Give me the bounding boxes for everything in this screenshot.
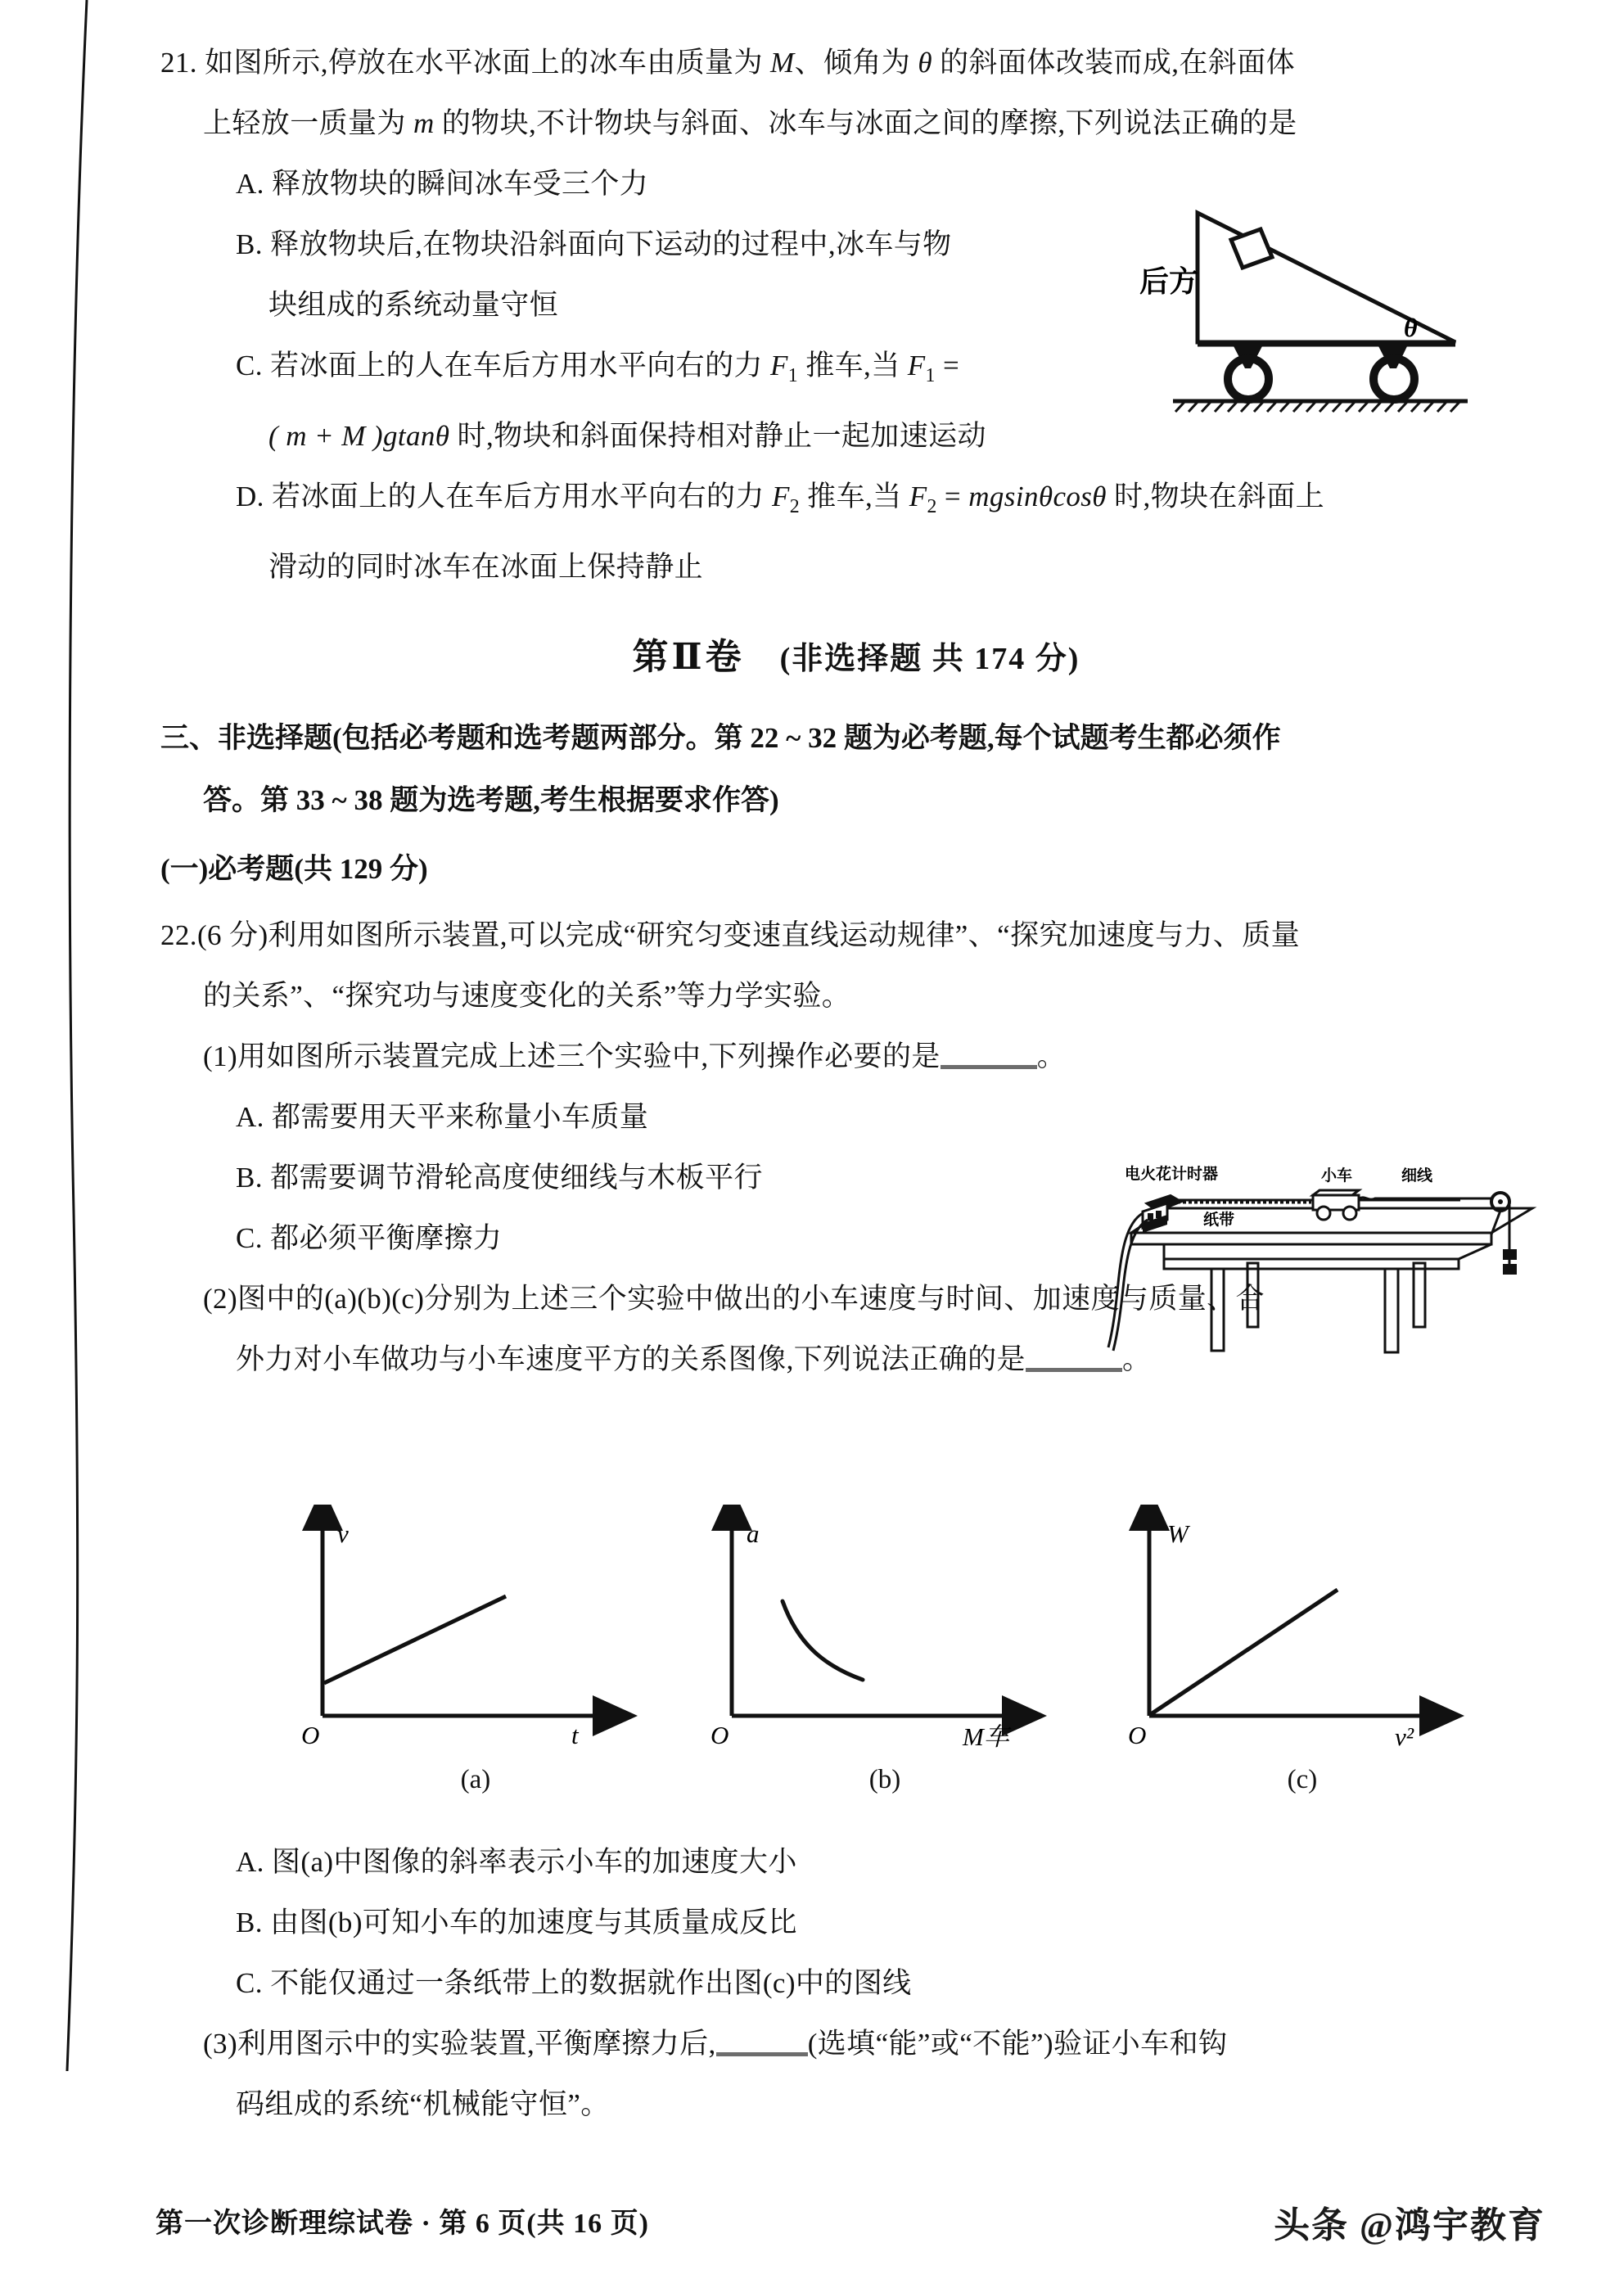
q21-number: 21. bbox=[160, 47, 197, 79]
q21-option-D-mid: 推车,当 bbox=[800, 481, 909, 512]
q22-p2-C-label: C. bbox=[236, 1967, 263, 1999]
q22-part2-answer-blank[interactable] bbox=[1026, 1368, 1122, 1372]
graph-c bbox=[1110, 1505, 1495, 1832]
q21-var-m: m bbox=[413, 107, 435, 139]
sled-figure-angle-label: θ bbox=[1404, 313, 1418, 342]
graph-c-origin: O bbox=[1128, 1721, 1147, 1749]
q21-var-F1: F bbox=[770, 350, 788, 381]
q22-stem-text-1: (6 分)利用如图所示装置,可以完成“研究匀变速直线运动规律”、“探究加速度与力、质量 bbox=[196, 919, 1301, 951]
q21-formula-C: ( m + M )gtanθ bbox=[268, 420, 450, 452]
q21-stem2-b: 的物块,不计物块与斜面、冰车与冰面之间的摩擦,下列说法正确的是 bbox=[434, 107, 1297, 139]
graph-b-caption: (b) bbox=[868, 1765, 901, 1794]
q22-part1-prompt bbox=[160, 1027, 1552, 1087]
q22-part2-line-1: (2)图中的(a)(b)(c)分别为上述三个实验中做出的小车速度与时间、加速度与质量、合 bbox=[203, 1283, 1265, 1315]
q22-part2-option-A bbox=[160, 1832, 1552, 1893]
ice-sled-incline-figure bbox=[1128, 178, 1537, 424]
q22-number: 22. bbox=[160, 919, 197, 951]
q21-var-F2b: F bbox=[909, 481, 927, 512]
q21-var-F2: F bbox=[771, 481, 790, 512]
q21-var-F1b-sub: 1 bbox=[925, 365, 936, 386]
q22-p2-B-label: B. bbox=[236, 1907, 263, 1938]
q21-var-F1b: F bbox=[907, 350, 926, 381]
graph-a-ylabel: v bbox=[337, 1519, 349, 1548]
q21-formula-D: mgsinθcosθ bbox=[968, 481, 1107, 512]
graph-b-xlabel: M车 bbox=[963, 1722, 1009, 1751]
q22-p2-C-text: 不能仅通过一条纸带上的数据就作出图(c)中的图线 bbox=[270, 1967, 912, 1999]
footer-page-info: 第一次诊断理综试卷 · 第 6 页(共 16 页) bbox=[156, 2209, 649, 2239]
q22-p2-B-text: 由图(b)可知小车的加速度与其质量成反比 bbox=[270, 1907, 797, 1938]
q21-option-B-label: B. bbox=[236, 228, 263, 260]
q22-part1-option-A bbox=[160, 1087, 1552, 1148]
graph-b-ylabel: a bbox=[747, 1519, 760, 1548]
apparatus-label-timer: 电火花计时器 bbox=[1125, 1166, 1219, 1183]
q22-p1-C-label: C. bbox=[236, 1222, 263, 1254]
q21-option-A-label: A. bbox=[236, 168, 264, 200]
q22-part3-rest: (选填“能”或“不能”)验证小车和钩 bbox=[807, 2028, 1228, 2060]
graph-a-xlabel: t bbox=[571, 1721, 579, 1749]
q22-part2-option-C bbox=[160, 1953, 1552, 2014]
q21-option-C-pre: 若冰面上的人在车后方用水平向右的力 bbox=[270, 350, 771, 381]
apparatus-label-tape: 纸带 bbox=[1203, 1212, 1235, 1229]
sled-figure-back-label: 后方 bbox=[1139, 265, 1199, 298]
apparatus-label-cart: 小车 bbox=[1321, 1167, 1353, 1185]
q21-stem-text-a: 如图所示,停放在水平冰面上的冰车由质量为 bbox=[205, 47, 771, 79]
q22-p2-A-label: A. bbox=[236, 1846, 264, 1878]
graph-b bbox=[692, 1505, 1077, 1832]
apparatus-label-string: 细线 bbox=[1401, 1167, 1433, 1185]
q22-part3-answer-blank[interactable] bbox=[716, 2052, 808, 2056]
q22-p1-B-label: B. bbox=[236, 1162, 263, 1194]
page-footer bbox=[0, 2200, 1624, 2258]
q21-var-theta: θ bbox=[918, 47, 932, 79]
graph-a-caption: (a) bbox=[460, 1765, 491, 1794]
q21-option-D-label: D. bbox=[236, 481, 264, 512]
q22-p2-A-text: 图(a)中图像的斜率表示小车的加速度大小 bbox=[271, 1846, 797, 1878]
q22-p1-A-label: A. bbox=[236, 1101, 264, 1133]
q21-var-F2b-sub: 2 bbox=[927, 496, 937, 517]
q22-stem-line-2: 的关系”、“探究功与速度变化的关系”等力学实验。 bbox=[203, 980, 851, 1012]
q21-stem-text-c: 的斜面体改装而成,在斜面体 bbox=[932, 47, 1296, 79]
graphs-row bbox=[160, 1505, 1552, 1832]
instructions-line-2: 答。第 33 ~ 38 题为选考题,考生根据要求作答) bbox=[203, 784, 779, 816]
q21-option-D-tail: 时,物块在斜面上 bbox=[1106, 481, 1325, 512]
q21-var-F1-sub: 1 bbox=[787, 365, 799, 386]
q22-p1-A-text: 都需要用天平来称量小车质量 bbox=[271, 1101, 649, 1133]
q21-stem-line-2 bbox=[160, 93, 1552, 154]
graph-b-origin: O bbox=[710, 1721, 729, 1749]
graph-c-xlabel: v² bbox=[1395, 1722, 1414, 1751]
q21-option-C-mid: 推车,当 bbox=[798, 350, 908, 381]
q21-option-B-text: 释放物块后,在物块沿斜面向下运动的过程中,冰车与物 bbox=[270, 228, 952, 260]
q22-part3-line-1 bbox=[160, 2014, 1552, 2074]
q22-part1-prompt-text: (1)用如图所示装置完成上述三个实验中,下列操作必要的是 bbox=[203, 1040, 941, 1072]
footer-watermark: 头条 @鸿宇教育 bbox=[1274, 2205, 1545, 2245]
q21-option-C-rest: 时,物块和斜面保持相对静止一起加速运动 bbox=[449, 420, 986, 452]
q21-option-D-eq: = bbox=[936, 481, 969, 512]
q21-option-A-text: 释放物块的瞬间冰车受三个力 bbox=[271, 168, 649, 200]
q22-part2-option-B bbox=[160, 1893, 1552, 1953]
q22-part1-period: 。 bbox=[1036, 1040, 1067, 1072]
page-spine-line bbox=[62, 0, 95, 2279]
q22-part3-line-2: 码组成的系统“机械能守恒”。 bbox=[236, 2088, 610, 2120]
volume-2-title: 第Ⅱ卷 bbox=[632, 637, 745, 677]
volume-2-subtitle: (非选择题 共 174 分) bbox=[779, 642, 1080, 676]
q22-part2-period: 。 bbox=[1121, 1343, 1152, 1375]
q21-option-B-text2: 块组成的系统动量守恒 bbox=[268, 289, 559, 321]
q21-option-D-pre: 若冰面上的人在车后方用水平向右的力 bbox=[271, 481, 772, 512]
q21-stem-line-1 bbox=[160, 33, 1552, 93]
q22-part2-prompt-text: 外力对小车做功与小车速度平方的关系图像,下列说法正确的是 bbox=[236, 1343, 1026, 1375]
q22-p1-C-text: 都必须平衡摩擦力 bbox=[270, 1222, 503, 1254]
q21-stem-text-b: 、倾角为 bbox=[794, 47, 918, 79]
q21-option-D-text2: 滑动的同时冰车在冰面上保持静止 bbox=[268, 551, 704, 583]
question-22-tail bbox=[160, 1832, 1552, 2135]
q21-var-M: M bbox=[770, 47, 795, 79]
experiment-apparatus-figure bbox=[1107, 1144, 1581, 1365]
q21-stem2-a: 上轻放一质量为 bbox=[203, 107, 413, 139]
q21-var-F2-sub: 2 bbox=[789, 496, 801, 517]
graph-a-origin: O bbox=[301, 1721, 320, 1749]
graph-a bbox=[283, 1505, 668, 1832]
q21-option-C-label: C. bbox=[236, 350, 263, 381]
q22-part1-answer-blank[interactable] bbox=[941, 1065, 1037, 1069]
q22-stem-line-1 bbox=[160, 905, 1552, 966]
q22-p1-B-text: 都需要调节滑轮高度使细线与木板平行 bbox=[270, 1162, 763, 1194]
q21-option-C-eq: = bbox=[935, 350, 960, 381]
volume-2-heading bbox=[160, 627, 1552, 679]
q21-option-D-cont bbox=[160, 537, 1552, 598]
graph-c-ylabel: W bbox=[1167, 1519, 1189, 1548]
q21-option-D bbox=[160, 467, 1552, 537]
q22-part3-prompt-text: (3)利用图示中的实验装置,平衡摩擦力后, bbox=[203, 2028, 716, 2060]
graph-c-caption: (c) bbox=[1287, 1765, 1318, 1794]
subsection-heading: (一)必考题(共 129 分) bbox=[160, 853, 428, 885]
instructions-line-1: 三、非选择题(包括必考题和选考题两部分。第 22 ~ 32 题为必考题,每个试题考生都必须作 bbox=[160, 722, 1281, 754]
